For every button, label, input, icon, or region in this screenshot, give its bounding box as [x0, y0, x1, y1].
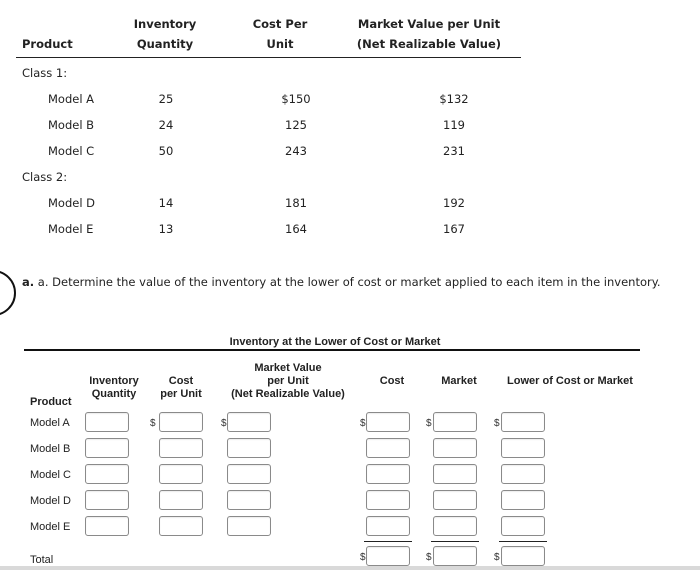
given-row-model-c-qty: 50 [158, 144, 174, 158]
answer-row-model-e-label: Model E [30, 521, 71, 533]
total-rule-cost [364, 541, 412, 542]
answer-header-cost-per-unit-line1: Cost [168, 375, 194, 387]
input-cost-model-e[interactable] [366, 516, 410, 536]
input-market-per-unit-model-e[interactable] [227, 516, 271, 536]
header-inventory-quantity-line2: Quantity [136, 37, 194, 51]
input-cost-model-a[interactable] [366, 412, 410, 432]
input-market-per-unit-model-c[interactable] [227, 464, 271, 484]
input-cost-per-unit-model-e[interactable] [159, 516, 203, 536]
header-inventory-quantity-line1: Inventory [133, 17, 197, 31]
input-market-model-c[interactable] [433, 464, 477, 484]
input-qty-model-d[interactable] [85, 490, 129, 510]
given-row-model-d-market: 192 [443, 196, 465, 210]
dollar-sign-total-cost: $ [360, 552, 366, 563]
dollar-sign-cost-a: $ [360, 418, 366, 429]
bottom-scroll-edge [0, 566, 700, 570]
total-rule-lcm [499, 541, 547, 542]
class-2-label: Class 2: [22, 170, 68, 184]
input-qty-model-e[interactable] [85, 516, 129, 536]
input-lcm-model-c[interactable] [501, 464, 545, 484]
answer-header-product: Product [30, 396, 72, 408]
given-row-model-b-qty: 24 [158, 118, 174, 132]
input-lcm-model-d[interactable] [501, 490, 545, 510]
given-row-model-d-name: Model D [48, 196, 96, 210]
given-row-model-d-qty: 14 [158, 196, 174, 210]
given-row-model-a-cost: $150 [281, 92, 311, 106]
input-lcm-model-a[interactable] [501, 412, 545, 432]
dollar-sign-total-lcm: $ [494, 552, 500, 563]
input-lcm-model-e[interactable] [501, 516, 545, 536]
question-marker-circle [0, 270, 16, 316]
input-market-model-b[interactable] [433, 438, 477, 458]
answer-header-cost: Cost [379, 375, 405, 387]
given-row-model-b-cost: 125 [285, 118, 307, 132]
input-market-model-a[interactable] [433, 412, 477, 432]
given-row-model-e-market: 167 [443, 222, 465, 236]
given-row-model-a-name: Model A [48, 92, 95, 106]
input-market-per-unit-model-d[interactable] [227, 490, 271, 510]
answer-header-qty-line1: Inventory [89, 375, 139, 387]
given-row-model-e-qty: 13 [158, 222, 174, 236]
input-total-market[interactable] [433, 546, 477, 566]
given-row-model-c-name: Model C [48, 144, 95, 158]
answer-row-model-c-label: Model C [30, 469, 71, 481]
answer-header-market-line1: Market Value [254, 362, 322, 374]
header-cost-per-unit-line2: Unit [266, 37, 294, 51]
dollar-sign-lcm-a: $ [494, 418, 500, 429]
input-cost-model-d[interactable] [366, 490, 410, 510]
input-qty-model-b[interactable] [85, 438, 129, 458]
input-cost-model-c[interactable] [366, 464, 410, 484]
dollar-sign-market-a: $ [426, 418, 432, 429]
given-row-model-b-name: Model B [48, 118, 95, 132]
dollar-sign-total-market: $ [426, 552, 432, 563]
answer-row-model-a-label: Model A [30, 417, 70, 429]
answer-header-market-line3: (Net Realizable Value) [231, 388, 345, 400]
input-cost-model-b[interactable] [366, 438, 410, 458]
input-total-lcm[interactable] [501, 546, 545, 566]
given-row-model-e-cost: 164 [285, 222, 307, 236]
input-qty-model-c[interactable] [85, 464, 129, 484]
given-row-model-b-market: 119 [443, 118, 465, 132]
header-cost-per-unit-line1: Cost Per [252, 17, 308, 31]
answer-header-lcm: Lower of Cost or Market [507, 375, 633, 387]
header-market-value-line1: Market Value per Unit [357, 17, 501, 31]
dollar-sign-market-per-unit-a: $ [221, 418, 227, 429]
total-rule-market [431, 541, 479, 542]
class-1-label: Class 1: [22, 66, 68, 80]
answer-table-title: Inventory at the Lower of Cost or Market [229, 336, 441, 348]
given-row-model-a-qty: 25 [158, 92, 174, 106]
header-product: Product [22, 37, 73, 51]
input-cost-per-unit-model-d[interactable] [159, 490, 203, 510]
answer-row-model-d-label: Model D [30, 495, 71, 507]
input-cost-per-unit-model-b[interactable] [159, 438, 203, 458]
input-total-cost[interactable] [366, 546, 410, 566]
answer-table-title-rule [24, 349, 640, 351]
header-market-value-line2: (Net Realizable Value) [356, 37, 502, 51]
question-text: a. a. Determine the value of the inventory at the lower of cost or market applied to each item in the inventory. [22, 275, 661, 289]
input-cost-per-unit-model-a[interactable] [159, 412, 203, 432]
input-cost-per-unit-model-c[interactable] [159, 464, 203, 484]
input-market-model-e[interactable] [433, 516, 477, 536]
given-row-model-a-market: $132 [439, 92, 469, 106]
given-row-model-e-name: Model E [48, 222, 94, 236]
answer-header-qty-line2: Quantity [91, 388, 137, 400]
answer-row-model-b-label: Model B [30, 443, 71, 455]
answer-header-cost-per-unit-line2: per Unit [160, 388, 202, 400]
dollar-sign-cost-per-unit-a: $ [150, 418, 156, 429]
given-row-model-d-cost: 181 [285, 196, 307, 210]
answer-header-market-line2: per Unit [267, 375, 309, 387]
input-market-model-d[interactable] [433, 490, 477, 510]
answer-header-market: Market [441, 375, 477, 387]
input-lcm-model-b[interactable] [501, 438, 545, 458]
answer-total-label: Total [30, 554, 54, 566]
header-underline [16, 57, 521, 58]
input-qty-model-a[interactable] [85, 412, 129, 432]
input-market-per-unit-model-b[interactable] [227, 438, 271, 458]
input-market-per-unit-model-a[interactable] [227, 412, 271, 432]
given-row-model-c-market: 231 [443, 144, 465, 158]
question-body: a. Determine the value of the inventory at the lower of cost or market applied to each item in the inventory. [37, 275, 661, 289]
given-row-model-c-cost: 243 [285, 144, 307, 158]
